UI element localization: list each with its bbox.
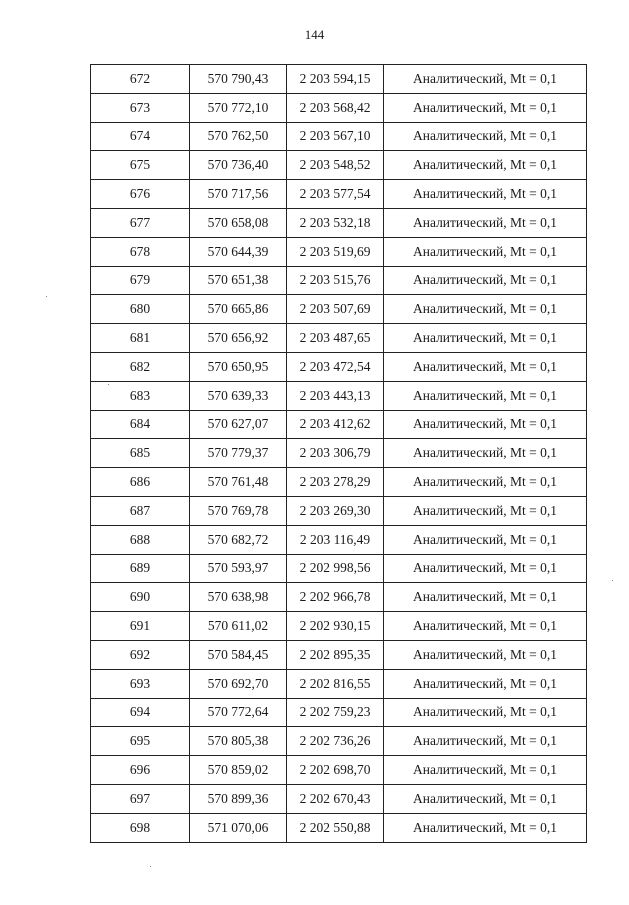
y-coordinate-cell: 2 203 487,65 <box>287 324 384 353</box>
table-row <box>91 295 587 324</box>
x-coordinate-cell: 570 644,39 <box>190 237 287 266</box>
table-row <box>91 784 587 813</box>
table-row <box>91 583 587 612</box>
method-cell: Аналитический, Mt = 0,1 <box>384 468 587 497</box>
x-coordinate-cell: 570 779,37 <box>190 439 287 468</box>
method-cell: Аналитический, Mt = 0,1 <box>384 439 587 468</box>
table-row <box>91 324 587 353</box>
point-number-cell: 676 <box>91 180 190 209</box>
point-number-cell: 692 <box>91 640 190 669</box>
method-cell: Аналитический, Mt = 0,1 <box>384 612 587 641</box>
table-row <box>91 65 587 94</box>
y-coordinate-cell: 2 203 594,15 <box>287 65 384 94</box>
x-coordinate-cell: 570 658,08 <box>190 208 287 237</box>
point-number-cell: 684 <box>91 410 190 439</box>
x-coordinate-cell: 570 762,50 <box>190 122 287 151</box>
method-cell: Аналитический, Mt = 0,1 <box>384 208 587 237</box>
point-number-cell: 674 <box>91 122 190 151</box>
y-coordinate-cell: 2 203 507,69 <box>287 295 384 324</box>
y-coordinate-cell: 2 202 759,23 <box>287 698 384 727</box>
x-coordinate-cell: 570 790,43 <box>190 65 287 94</box>
x-coordinate-cell: 570 682,72 <box>190 525 287 554</box>
point-number-cell: 685 <box>91 439 190 468</box>
y-coordinate-cell: 2 203 278,29 <box>287 468 384 497</box>
x-coordinate-cell: 570 638,98 <box>190 583 287 612</box>
table-row <box>91 612 587 641</box>
x-coordinate-cell: 570 651,38 <box>190 266 287 295</box>
method-cell: Аналитический, Mt = 0,1 <box>384 813 587 842</box>
x-coordinate-cell: 570 899,36 <box>190 784 287 813</box>
y-coordinate-cell: 2 202 998,56 <box>287 554 384 583</box>
y-coordinate-cell: 2 203 577,54 <box>287 180 384 209</box>
x-coordinate-cell: 570 859,02 <box>190 756 287 785</box>
point-number-cell: 672 <box>91 65 190 94</box>
x-coordinate-cell: 570 650,95 <box>190 352 287 381</box>
table-row <box>91 496 587 525</box>
x-coordinate-cell: 570 769,78 <box>190 496 287 525</box>
method-cell: Аналитический, Mt = 0,1 <box>384 640 587 669</box>
x-coordinate-cell: 571 070,06 <box>190 813 287 842</box>
x-coordinate-cell: 570 736,40 <box>190 151 287 180</box>
point-number-cell: 688 <box>91 525 190 554</box>
point-number-cell: 679 <box>91 266 190 295</box>
table-row <box>91 352 587 381</box>
y-coordinate-cell: 2 203 568,42 <box>287 93 384 122</box>
point-number-cell: 695 <box>91 727 190 756</box>
x-coordinate-cell: 570 639,33 <box>190 381 287 410</box>
method-cell: Аналитический, Mt = 0,1 <box>384 583 587 612</box>
table-row <box>91 669 587 698</box>
method-cell: Аналитический, Mt = 0,1 <box>384 352 587 381</box>
point-number-cell: 698 <box>91 813 190 842</box>
x-coordinate-cell: 570 717,56 <box>190 180 287 209</box>
table-row <box>91 410 587 439</box>
x-coordinate-cell: 570 805,38 <box>190 727 287 756</box>
method-cell: Аналитический, Mt = 0,1 <box>384 410 587 439</box>
point-number-cell: 678 <box>91 237 190 266</box>
point-number-cell: 683 <box>91 381 190 410</box>
point-number-cell: 681 <box>91 324 190 353</box>
table-row <box>91 468 587 497</box>
method-cell: Аналитический, Mt = 0,1 <box>384 180 587 209</box>
point-number-cell: 682 <box>91 352 190 381</box>
y-coordinate-cell: 2 203 567,10 <box>287 122 384 151</box>
method-cell: Аналитический, Mt = 0,1 <box>384 669 587 698</box>
coordinates-table <box>90 64 587 843</box>
table-row <box>91 727 587 756</box>
y-coordinate-cell: 2 202 670,43 <box>287 784 384 813</box>
method-cell: Аналитический, Mt = 0,1 <box>384 324 587 353</box>
method-cell: Аналитический, Mt = 0,1 <box>384 151 587 180</box>
table-row <box>91 93 587 122</box>
method-cell: Аналитический, Mt = 0,1 <box>384 65 587 94</box>
table-row <box>91 756 587 785</box>
y-coordinate-cell: 2 203 548,52 <box>287 151 384 180</box>
table-row <box>91 208 587 237</box>
y-coordinate-cell: 2 202 816,55 <box>287 669 384 698</box>
point-number-cell: 691 <box>91 612 190 641</box>
method-cell: Аналитический, Mt = 0,1 <box>384 756 587 785</box>
y-coordinate-cell: 2 203 472,54 <box>287 352 384 381</box>
point-number-cell: 693 <box>91 669 190 698</box>
table-row <box>91 122 587 151</box>
y-coordinate-cell: 2 202 930,15 <box>287 612 384 641</box>
method-cell: Аналитический, Mt = 0,1 <box>384 698 587 727</box>
point-number-cell: 690 <box>91 583 190 612</box>
x-coordinate-cell: 570 772,10 <box>190 93 287 122</box>
y-coordinate-cell: 2 203 269,30 <box>287 496 384 525</box>
method-cell: Аналитический, Mt = 0,1 <box>384 727 587 756</box>
scan-speck <box>612 580 613 581</box>
table-row <box>91 151 587 180</box>
point-number-cell: 687 <box>91 496 190 525</box>
point-number-cell: 686 <box>91 468 190 497</box>
y-coordinate-cell: 2 202 895,35 <box>287 640 384 669</box>
method-cell: Аналитический, Mt = 0,1 <box>384 122 587 151</box>
point-number-cell: 680 <box>91 295 190 324</box>
page-number: 144 <box>304 27 325 42</box>
method-cell: Аналитический, Mt = 0,1 <box>384 554 587 583</box>
table-row <box>91 381 587 410</box>
y-coordinate-cell: 2 203 532,18 <box>287 208 384 237</box>
x-coordinate-cell: 570 761,48 <box>190 468 287 497</box>
point-number-cell: 675 <box>91 151 190 180</box>
x-coordinate-cell: 570 593,97 <box>190 554 287 583</box>
table-row <box>91 554 587 583</box>
method-cell: Аналитический, Mt = 0,1 <box>384 784 587 813</box>
table-row <box>91 525 587 554</box>
x-coordinate-cell: 570 665,86 <box>190 295 287 324</box>
x-coordinate-cell: 570 656,92 <box>190 324 287 353</box>
x-coordinate-cell: 570 772,64 <box>190 698 287 727</box>
y-coordinate-cell: 2 203 515,76 <box>287 266 384 295</box>
method-cell: Аналитический, Mt = 0,1 <box>384 525 587 554</box>
table-row <box>91 698 587 727</box>
y-coordinate-cell: 2 203 443,13 <box>287 381 384 410</box>
point-number-cell: 673 <box>91 93 190 122</box>
method-cell: Аналитический, Mt = 0,1 <box>384 496 587 525</box>
y-coordinate-cell: 2 202 698,70 <box>287 756 384 785</box>
y-coordinate-cell: 2 203 412,62 <box>287 410 384 439</box>
table-row <box>91 439 587 468</box>
table-row <box>91 813 587 842</box>
x-coordinate-cell: 570 611,02 <box>190 612 287 641</box>
table-row <box>91 266 587 295</box>
scan-speck <box>150 866 151 867</box>
y-coordinate-cell: 2 203 306,79 <box>287 439 384 468</box>
method-cell: Аналитический, Mt = 0,1 <box>384 381 587 410</box>
coordinates-table-body <box>91 65 587 843</box>
table-row <box>91 180 587 209</box>
point-number-cell: 689 <box>91 554 190 583</box>
method-cell: Аналитический, Mt = 0,1 <box>384 266 587 295</box>
x-coordinate-cell: 570 584,45 <box>190 640 287 669</box>
point-number-cell: 697 <box>91 784 190 813</box>
y-coordinate-cell: 2 202 736,26 <box>287 727 384 756</box>
x-coordinate-cell: 570 692,70 <box>190 669 287 698</box>
method-cell: Аналитический, Mt = 0,1 <box>384 237 587 266</box>
method-cell: Аналитический, Mt = 0,1 <box>384 295 587 324</box>
y-coordinate-cell: 2 202 966,78 <box>287 583 384 612</box>
point-number-cell: 694 <box>91 698 190 727</box>
point-number-cell: 677 <box>91 208 190 237</box>
y-coordinate-cell: 2 202 550,88 <box>287 813 384 842</box>
x-coordinate-cell: 570 627,07 <box>190 410 287 439</box>
point-number-cell: 696 <box>91 756 190 785</box>
y-coordinate-cell: 2 203 519,69 <box>287 237 384 266</box>
method-cell: Аналитический, Mt = 0,1 <box>384 93 587 122</box>
scan-speck <box>108 384 109 385</box>
y-coordinate-cell: 2 203 116,49 <box>287 525 384 554</box>
table-row <box>91 640 587 669</box>
table-row <box>91 237 587 266</box>
scan-speck <box>46 296 47 297</box>
